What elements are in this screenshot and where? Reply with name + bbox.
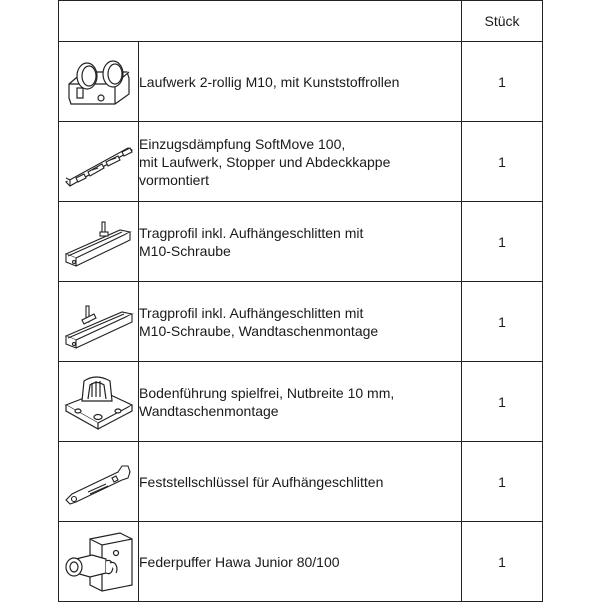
table-row	[59, 122, 543, 202]
table-row	[59, 202, 543, 282]
part-image-cell	[59, 522, 139, 602]
part-quantity: 1	[462, 522, 543, 602]
part-description: Einzugsdämpfung SoftMove 100, mit Laufwerk, Stopper und Abdeckkappe vormontiert	[139, 122, 462, 202]
part-image-cell	[59, 202, 139, 282]
roller-carriage-icon	[63, 54, 135, 110]
part-description: Federpuffer Hawa Junior 80/100	[139, 522, 462, 602]
table-row	[59, 362, 543, 442]
table-row	[59, 522, 543, 602]
part-image-cell	[59, 362, 139, 442]
part-image-cell	[59, 42, 139, 122]
part-description: Laufwerk 2-rollig M10, mit Kunststoffrollen	[139, 42, 462, 122]
part-quantity: 1	[462, 282, 543, 362]
floor-guide-icon	[62, 371, 136, 433]
locking-key-icon	[62, 454, 136, 510]
soft-close-damper-icon	[62, 134, 136, 190]
spring-buffer-icon	[62, 529, 136, 595]
quantity-header: Stück	[462, 1, 543, 42]
table-row	[59, 282, 543, 362]
support-profile-icon	[62, 214, 136, 270]
table-row	[59, 442, 543, 522]
description-header	[59, 1, 462, 42]
part-quantity: 1	[462, 442, 543, 522]
part-quantity: 1	[462, 122, 543, 202]
part-description: Feststellschlüssel für Aufhängeschlitten	[139, 442, 462, 522]
support-profile-wall-icon	[62, 292, 136, 352]
part-quantity: 1	[462, 42, 543, 122]
part-image-cell	[59, 442, 139, 522]
table-header-row	[59, 1, 543, 42]
part-description: Tragprofil inkl. Aufhängeschlitten mit M10-Schraube, Wandtaschenmontage	[139, 282, 462, 362]
table-row	[59, 42, 543, 122]
part-description: Bodenführung spielfrei, Nutbreite 10 mm, Wandtaschenmontage	[139, 362, 462, 442]
part-image-cell	[59, 122, 139, 202]
part-quantity: 1	[462, 362, 543, 442]
parts-table	[58, 0, 543, 602]
part-image-cell	[59, 282, 139, 362]
part-description: Tragprofil inkl. Aufhängeschlitten mit M10-Schraube	[139, 202, 462, 282]
part-quantity: 1	[462, 202, 543, 282]
